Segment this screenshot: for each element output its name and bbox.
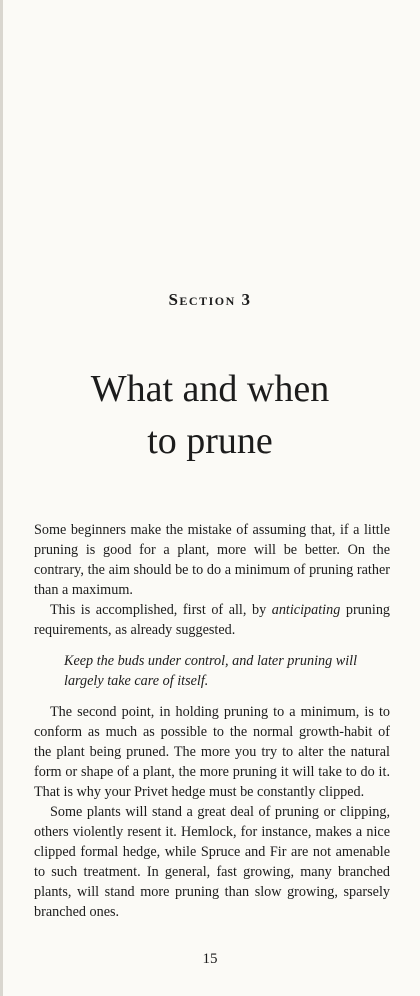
paragraph-2-end: pruning requirements, as already suggested. (34, 602, 391, 638)
italic-quote: Keep the buds under control, and later pruning will largely take care of itself. (64, 653, 358, 689)
title-line-1: What and when (90, 368, 330, 410)
paragraph-2 (34, 600, 390, 640)
section-label: Section 3 (168, 290, 252, 309)
title-line-2: to prune (147, 420, 273, 462)
page-edge (0, 0, 3, 996)
page-number: 15 (202, 951, 218, 967)
paragraph-3: The second point, in holding pruning to a minimum, is to conform as much as possible to the normal growth-habit of the plant being pruned. The more you try to alter the natural form or shape of a plant, the more pruning it will take to do it. That is why your Privet hedge must be constantly clipped. (34, 704, 390, 800)
body-text (34, 520, 390, 922)
paragraph-1: Some beginners make the mistake of assuming that, if a little pruning is good for a plant, more will be better. On the contrary, the aim should be to do a minimum of pruning rather than a maximum. (34, 522, 390, 598)
paragraph-2-start: This is accomplished, first of all, by (50, 602, 272, 618)
page-title (0, 363, 420, 467)
emphasis-anticipating: anticipating (271, 602, 341, 618)
paragraph-4: Some plants will stand a great deal of pruning or clipping, others violently resent it. Hemlock, for instance, makes a nice clipped formal hedge, while Spruce and Fir are not amenable to such treatment. In general, fast growing, many branched plants, will stand more pruning than slow growing, sparsely branched ones. (34, 804, 390, 920)
